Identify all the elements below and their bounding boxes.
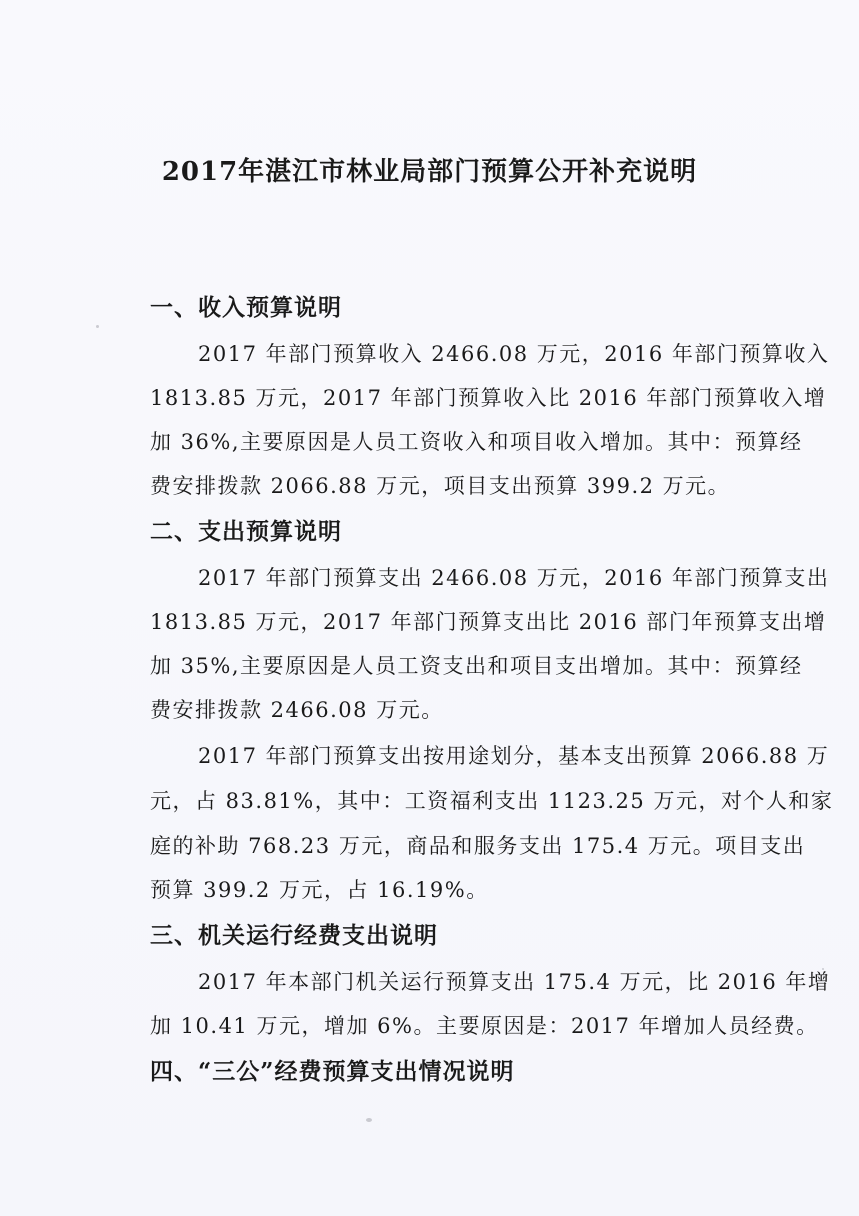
paragraph-line: 1813.85 万元，2017 年部门预算收入比 2016 年部门预算收入增: [150, 386, 827, 410]
scan-speck: [96, 325, 99, 328]
paragraph-line: 加 36%,主要原因是人员工资收入和项目收入增加。其中：预算经: [150, 430, 803, 454]
section-heading-operating-costs: 三、机关运行经费支出说明: [150, 922, 438, 949]
section-heading-expenditure: 二、支出预算说明: [150, 518, 342, 545]
paragraph-line: 2017 年部门预算支出按用途划分，基本支出预算 2066.88 万: [198, 744, 830, 768]
paragraph-line: 费安排拨款 2066.88 万元，项目支出预算 399.2 万元。: [150, 474, 731, 498]
paragraph-line: 元，占 83.81%，其中：工资福利支出 1123.25 万元，对个人和家: [150, 789, 834, 813]
paragraph-line: 2017 年部门预算收入 2466.08 万元，2016 年部门预算收入: [198, 342, 830, 366]
paragraph-line: 2017 年部门预算支出 2466.08 万元，2016 年部门预算支出: [198, 566, 830, 590]
paragraph-line: 庭的补助 768.23 万元，商品和服务支出 175.4 万元。项目支出: [150, 834, 806, 858]
paragraph-line: 加 35%,主要原因是人员工资支出和项目支出增加。其中：预算经: [150, 654, 803, 678]
section-heading-income: 一、收入预算说明: [150, 294, 342, 321]
scan-speck: [366, 1118, 372, 1122]
paragraph-line: 加 10.41 万元，增加 6%。主要原因是：2017 年增加人员经费。: [150, 1014, 819, 1038]
scan-speck: [822, 968, 824, 970]
document-title: 2017年湛江市林业局部门预算公开补充说明: [161, 157, 698, 187]
paragraph-line: 预算 399.2 万元，占 16.19%。: [150, 878, 489, 902]
paragraph-line: 1813.85 万元，2017 年部门预算支出比 2016 部门年预算支出增: [150, 610, 827, 634]
paragraph-line: 费安排拨款 2466.08 万元。: [150, 698, 444, 722]
section-heading-three-public: 四、“三公”经费预算支出情况说明: [150, 1058, 515, 1085]
paragraph-line: 2017 年本部门机关运行预算支出 175.4 万元，比 2016 年增: [198, 970, 831, 994]
